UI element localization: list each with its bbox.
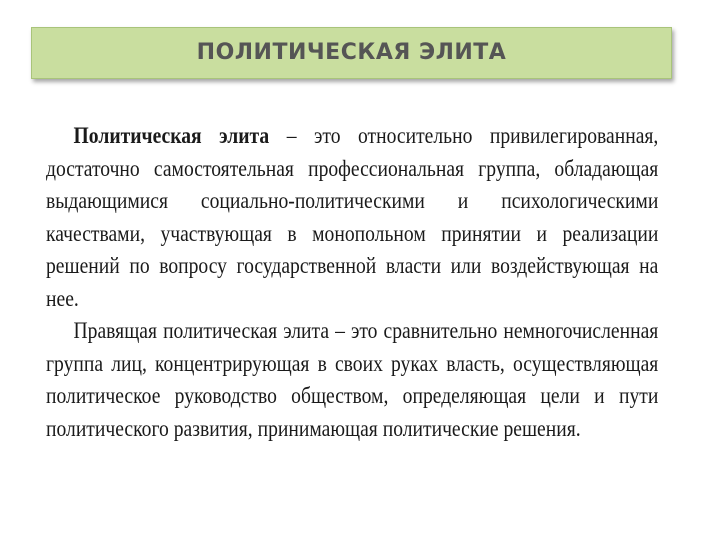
definition-ruling-elite: Правящая политическая элита – это сравнительно немногочисленная группа лиц, концентрирующая в своих руках власть, осуществляющая политическое руководство обществом, определяющая цели и пути политического развития, принимающая политические решения. xyxy=(46,318,659,441)
paragraph-political-elite xyxy=(46,120,658,315)
term-political-elite: Политическая элита xyxy=(73,123,270,148)
paragraph-ruling-elite xyxy=(46,315,658,445)
slide-title: ПОЛИТИЧЕСКАЯ ЭЛИТА xyxy=(196,40,507,65)
definition-political-elite: – это относительно привилегированная, достаточно самостоятельная профессиональная группа, обладающая выдающимися социально-политическими и психологическими качествами, участвующая в монопольном принятии и реализации решений по вопросу государственной власти или воздействующая на нее. xyxy=(46,123,659,311)
title-banner xyxy=(31,27,672,79)
definition-text xyxy=(46,120,658,445)
